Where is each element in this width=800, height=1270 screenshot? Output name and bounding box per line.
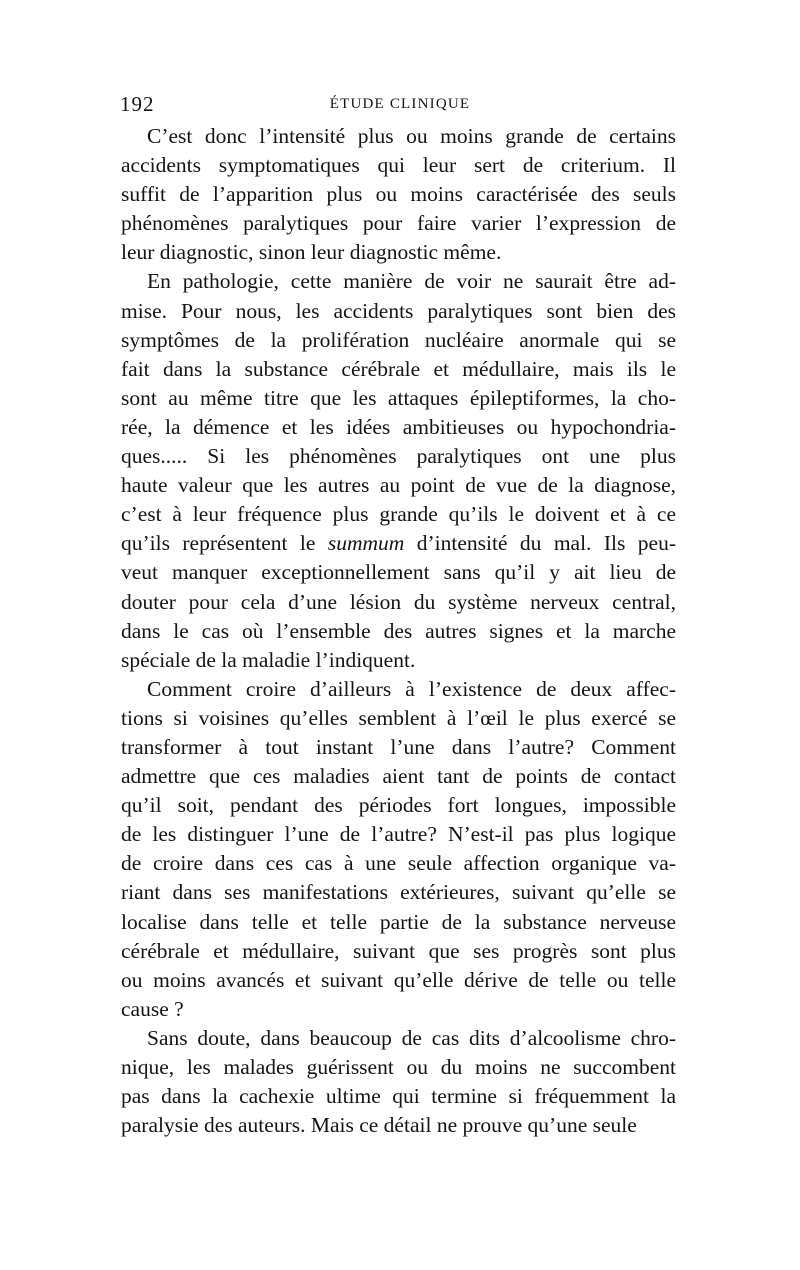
page-header (120, 92, 680, 120)
text-line: sont au même titre que les attaques épileptiformes, la cho- (121, 385, 676, 410)
text-line: nique, les malades guérissent ou du moins ne succombent (121, 1055, 676, 1079)
text-line: ou moins avancés et suivant qu’elle dérive de telle ou telle (121, 967, 676, 992)
text-line: c’est à leur fréquence plus grande qu’ils le doivent et à ce (121, 502, 676, 527)
text-line: Sans doute, dans beaucoup de cas dits d’alcoolisme chro- (147, 1025, 676, 1050)
text-line: En pathologie, cette manière de voir ne saurait être ad- (147, 269, 676, 294)
text-line: localise dans telle et telle partie de la substance nerveuse (121, 909, 676, 934)
text-line: tions si voisines qu’elles semblent à l’œil le plus exercé se (121, 705, 676, 730)
text-line: dans le cas où l’ensemble des autres signes et la marche (121, 618, 676, 643)
text-line: suffit de l’apparition plus ou moins caractérisée des seuls (121, 182, 676, 207)
text-line: mise. Pour nous, les accidents paralytiques sont bien des (121, 298, 676, 323)
text-line: douter pour cela d’une lésion du système nerveux central, (121, 589, 676, 614)
italic-term: summum (327, 531, 405, 556)
text-line: fait dans la substance cérébrale et médullaire, mais ils le (121, 356, 676, 381)
text-line: symptômes de la prolifération nucléaire anormale qui se (121, 327, 676, 352)
text-line: qu’il soit, pendant des périodes fort longues, impossible (121, 793, 676, 818)
text-line: riant dans ses manifestations extérieures, suivant qu’elle se (121, 880, 676, 905)
page-number: 192 (120, 92, 155, 116)
text-segment: d’intensité du mal. Ils peu- (404, 531, 676, 556)
text-line: paralysie des auteurs. Mais ce détail ne prouve qu’une seule (121, 1113, 637, 1138)
text-line: C’est donc l’intensité plus ou moins grande de certains (147, 124, 676, 148)
body-text (121, 122, 676, 1140)
text-line (121, 529, 676, 558)
text-line: rée, la démence et les idées ambitieuses ou hypochondria- (121, 414, 676, 439)
text-line: ques..... Si les phénomènes paralytiques ont une plus (121, 444, 676, 469)
text-line: haute valeur que les autres au point de vue de la diagnose, (121, 473, 676, 498)
text-line: accidents symptomatiques qui leur sert de criterium. Il (121, 153, 676, 178)
text-line: cérébrale et médullaire, suivant que ses progrès sont plus (121, 938, 676, 963)
text-line: phénomènes paralytiques pour faire varier l’expression de (121, 211, 676, 236)
text-line: transformer à tout instant l’une dans l’autre? Comment (121, 734, 676, 759)
text-line: spéciale de la maladie l’indiquent. (121, 647, 416, 672)
text-line: admettre que ces maladies aient tant de points de contact (121, 764, 676, 789)
text-line: Comment croire d’ailleurs à l’existence de deux affec- (147, 676, 676, 701)
text-line: leur diagnostic, sinon leur diagnostic même. (121, 240, 502, 265)
text-line: pas dans la cachexie ultime qui termine si fréquemment la (121, 1084, 676, 1109)
running-title: ÉTUDE CLINIQUE (329, 96, 471, 112)
text-line: de les distinguer l’une de l’autre? N’est-il pas plus logique (121, 822, 676, 847)
text-line: de croire dans ces cas à une seule affection organique va- (121, 851, 676, 876)
text-line: veut manquer exceptionnellement sans qu’il y ait lieu de (121, 560, 676, 585)
text-line: cause ? (121, 996, 184, 1021)
text-segment: qu’ils représentent le (121, 531, 328, 556)
